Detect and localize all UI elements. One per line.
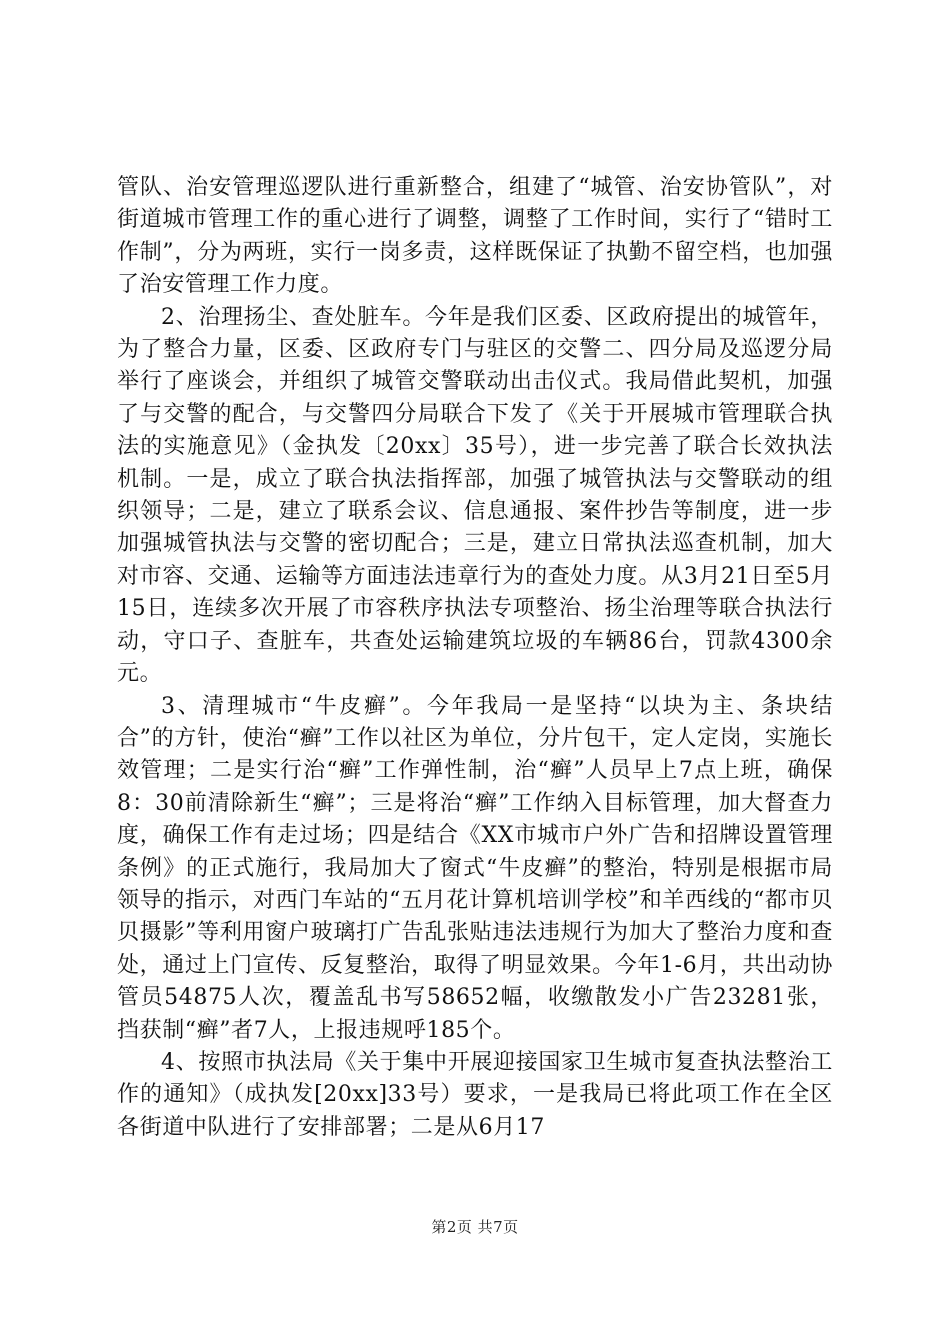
paragraph-continuation: 管队、治安管理巡逻队进行重新整合，组建了“城管、治安协管队”，对街道城市管理工作的重心进行了调整，调整了工作时间，实行了“错时工作制”，分为两班，实行一岗多责，这样既保证了执勤不留空档，也加强了治安管理工作力度。	[117, 175, 833, 298]
paragraph-health-city-review: 4、按照市执法局《关于集中开展迎接国家卫生城市复查执法整治工作的通知》（成执发[20xx]33号）要求，一是我局已将此项工作在全区各街道中队进行了安排部署；二是从6月17	[117, 1049, 833, 1140]
page-footer: 第2页 共7页	[431, 1218, 519, 1236]
paragraph-poster-cleanup: 3、清理城市“牛皮癣”。今年我局一是坚持“以块为主、条块结合”的方针，使治“癣”工作以社区为单位，分片包干，定人定岗，实施长效管理；二是实行治“癣”工作弹性制，治“癣”人员早上7点上班，确保8：30前清除新生“癣”；三是将治“癣”工作纳入目标管理，加大督查力度，确保工作有走过场；四是结合《XX市城市户外广告和招牌设置管理条例》的正式施行，我局加大了窗式“牛皮癣”的整治，特别是根据市局领导的指示，对西门车站的“五月花计算机培训学校”和羊西线的“都市贝贝摄影”等利用窗户玻璃打广告乱张贴违法违规行为加大了整治力度和查处，通过上门宣传、反复整治，取得了明显效果。今年1-6月，共出动协管员54875人次，覆盖乱书写58652幅，收缴散发小广告23281张，挡获制“癣”者7人，上报违规呼185个。	[117, 693, 833, 1043]
document-body	[117, 172, 833, 1144]
paragraph-dust-control: 2、治理扬尘、查处脏车。今年是我们区委、区政府提出的城管年，为了整合力量，区委、区政府专门与驻区的交警二、四分局及巡逻分局举行了座谈会，并组织了城管交警联动出击仪式。我局借此契机，加强了与交警的配合，与交警四分局联合下发了《关于开展城市管理联合执法的实施意见》（金执发〔20xx〕35号），进一步完善了联合长效执法机制。一是，成立了联合执法指挥部，加强了城管执法与交警联动的组织领导；二是，建立了联系会议、信息通报、案件抄告等制度，进一步加强城管执法与交警的密切配合；三是，建立日常执法巡查机制，加大对市容、交通、运输等方面违法违章行为的查处力度。从3月21日至5月15日，连续多次开展了市容秩序执法专项整治、扬尘治理等联合执法行动，守口子、查脏车，共查处运输建筑垃圾的车辆86台，罚款4300余元。	[117, 304, 833, 687]
